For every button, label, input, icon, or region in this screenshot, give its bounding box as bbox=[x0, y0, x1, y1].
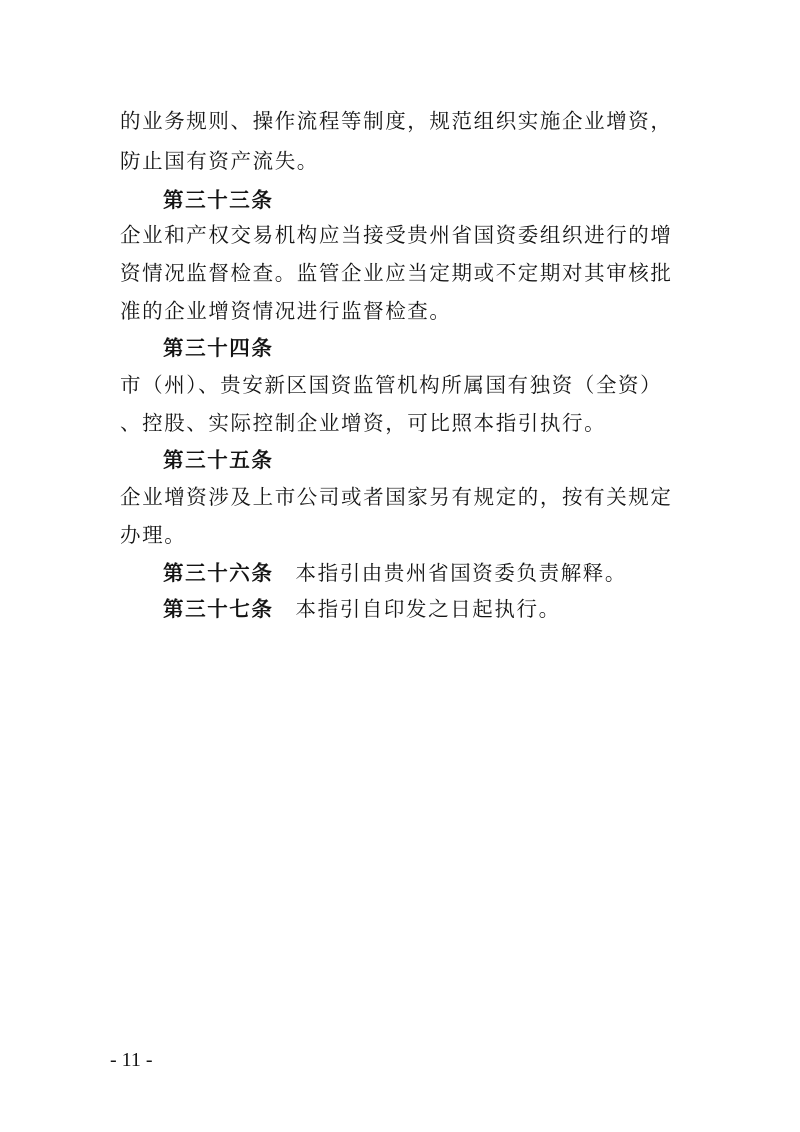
article-33-text-line: 资情况监督检查。监管企业应当定期或不定期对其审核批 bbox=[120, 261, 673, 285]
article-34-heading: 第三十四条 bbox=[163, 336, 274, 360]
article-35-text-line: 办理。 bbox=[120, 523, 187, 547]
article-37-text: 本指引自印发之日起执行。 bbox=[295, 597, 561, 621]
article-35-text-line: 企业增资涉及上市公司或者国家另有规定的，按有关规定 bbox=[120, 485, 673, 509]
article-34-text-line: 、控股、实际控制企业增资，可比照本指引执行。 bbox=[120, 411, 607, 435]
article-37-heading: 第三十七条 bbox=[163, 597, 274, 621]
article-37 bbox=[163, 594, 723, 624]
article-33-text-line: 企业和产权交易机构应当接受贵州省国资委组织进行的增 bbox=[120, 223, 673, 247]
article-36 bbox=[163, 558, 723, 588]
article-36-text: 本指引由贵州省国资委负责解释。 bbox=[295, 561, 627, 585]
article-35-heading: 第三十五条 bbox=[163, 448, 274, 472]
article-33-heading: 第三十三条 bbox=[163, 188, 274, 212]
article-36-heading: 第三十六条 bbox=[163, 561, 274, 585]
body-text-line: 防止国有资产流失。 bbox=[120, 149, 319, 173]
article-33-text-line: 准的企业增资情况进行监督检查。 bbox=[120, 299, 452, 323]
page-number: - 11 - bbox=[110, 1049, 153, 1071]
body-text-line: 的业务规则、操作流程等制度，规范组织实施企业增资， bbox=[120, 109, 673, 133]
article-34-text-line: 市（州）、贵安新区国资监管机构所属国有独资（全资） bbox=[120, 373, 663, 397]
